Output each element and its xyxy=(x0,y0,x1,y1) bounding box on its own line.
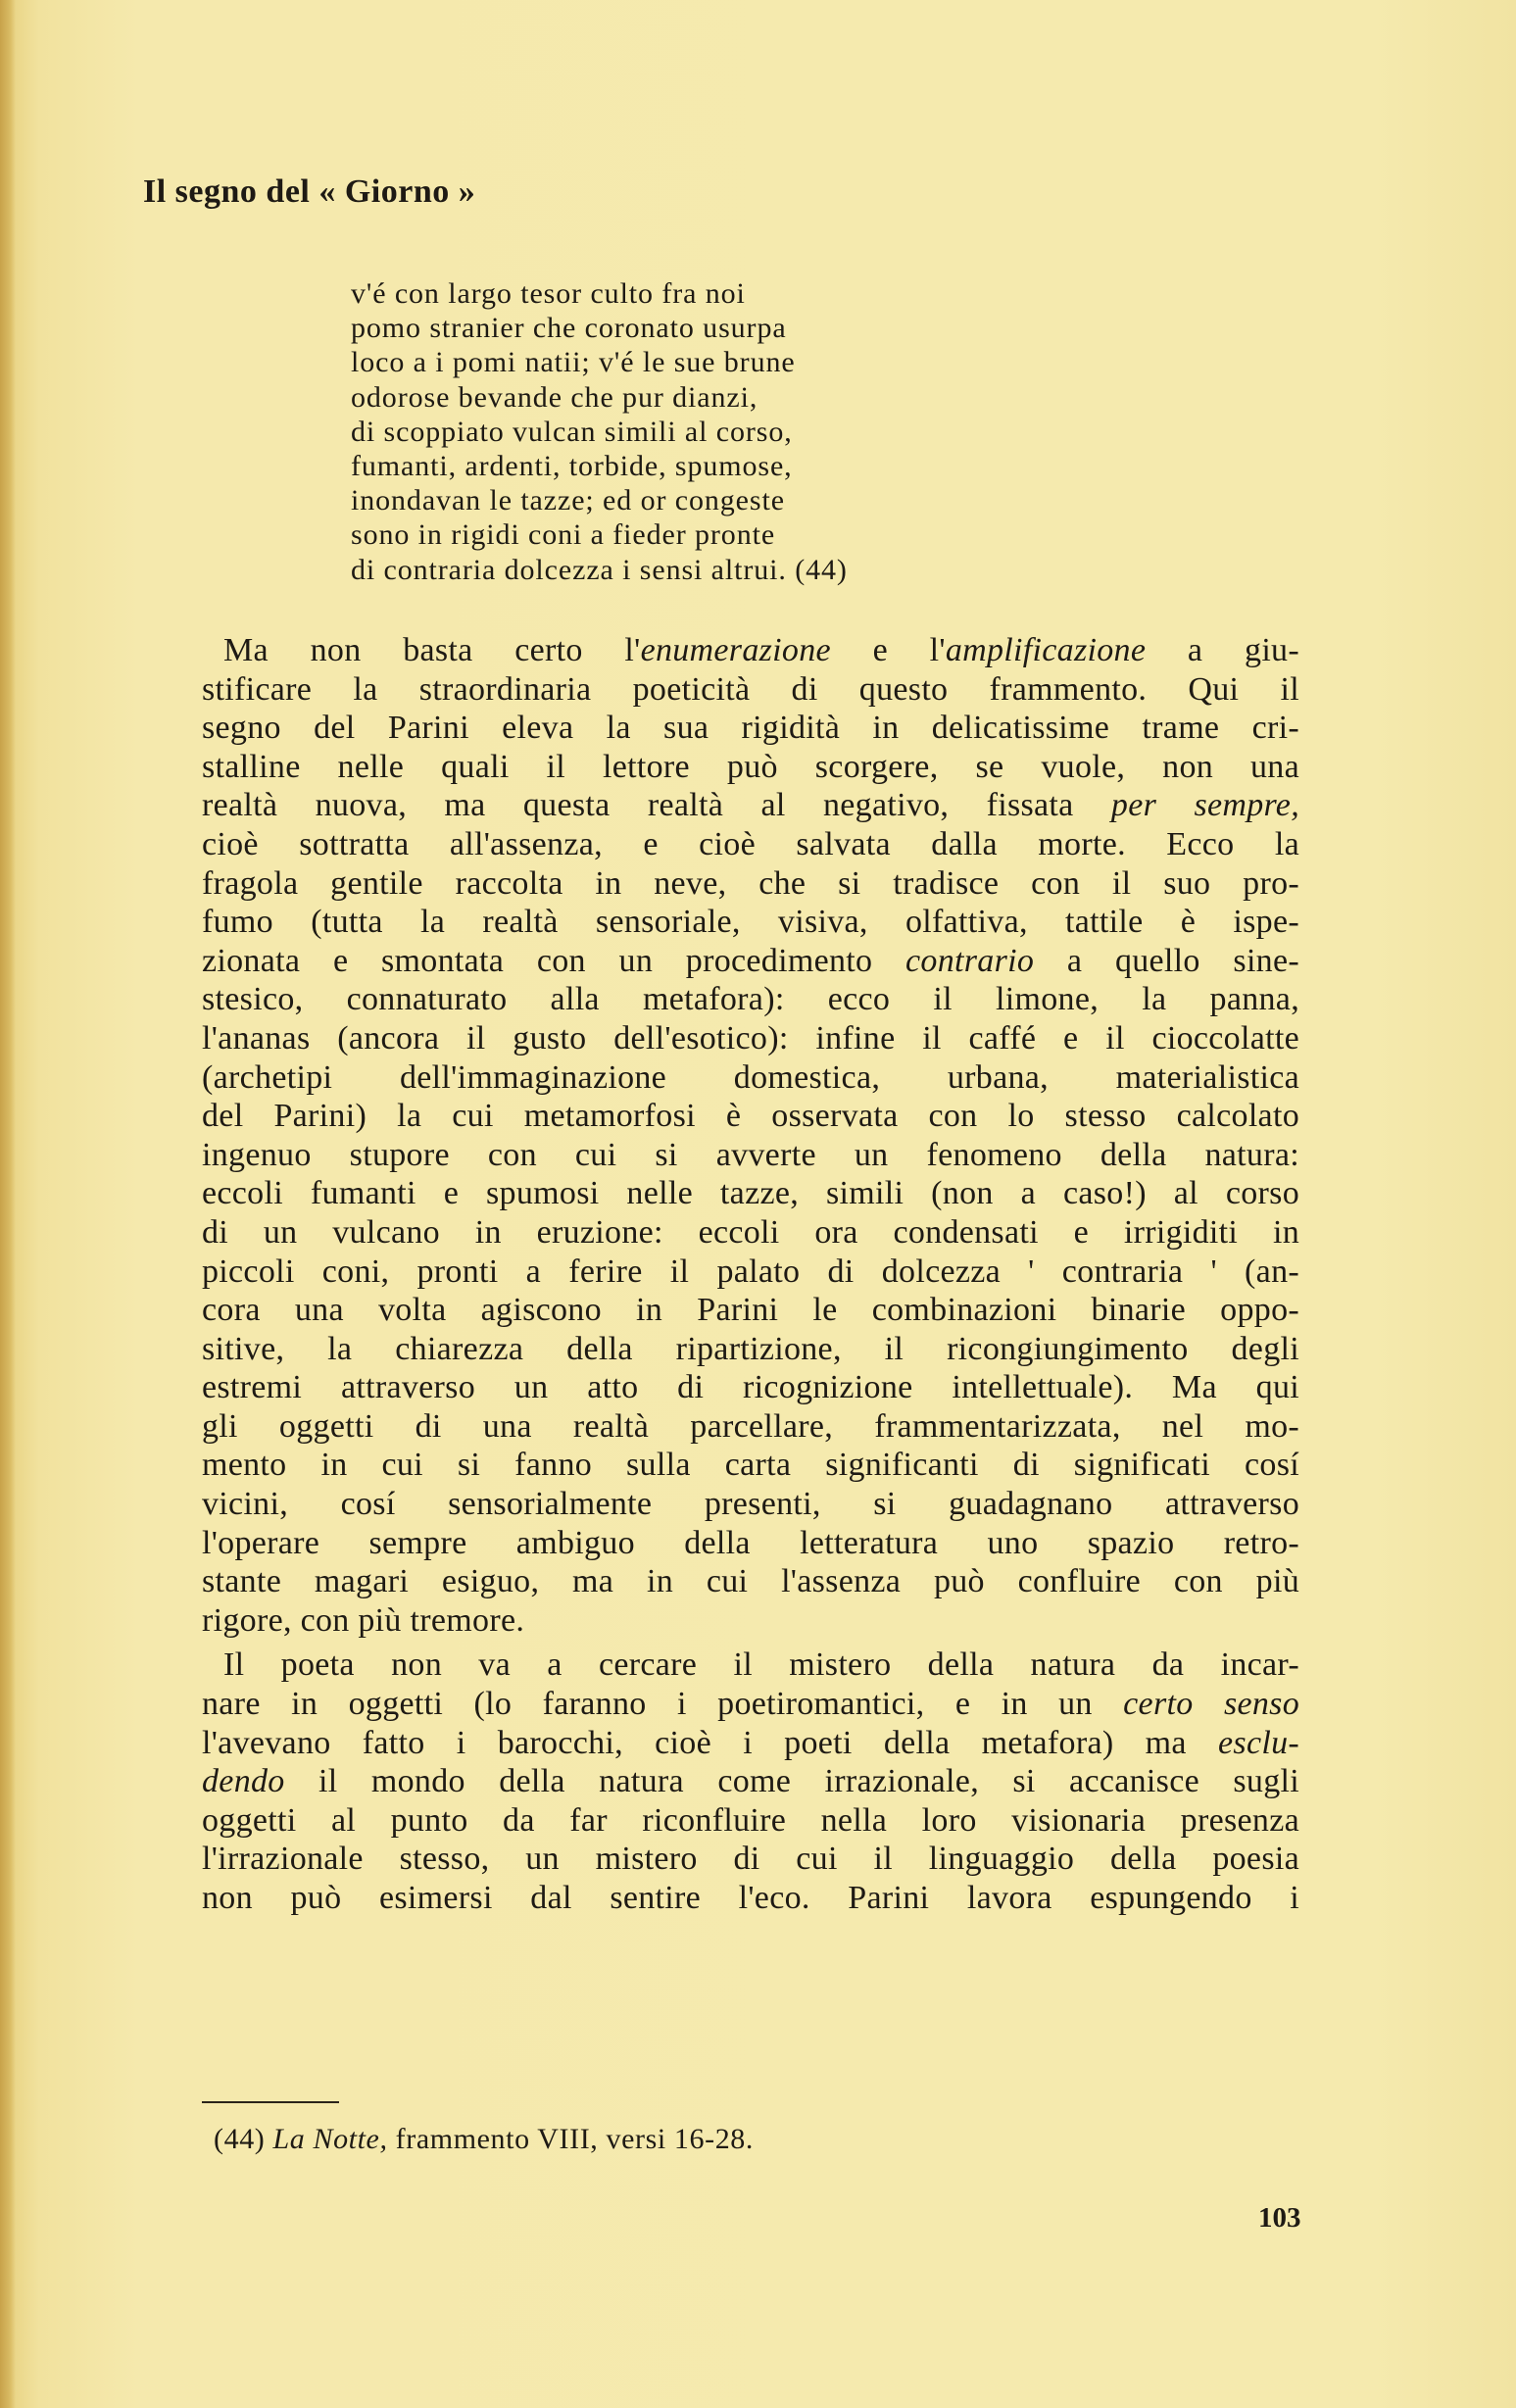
paragraph-1-line: di un vulcano in eruzione: eccoli ora condensati e irrigiditi in xyxy=(202,1213,1299,1251)
paragraph-1-line: cora una volta agiscono in Parini le combinazioni binarie oppo- xyxy=(202,1292,1299,1329)
footnote-marker: (44) xyxy=(214,2123,273,2155)
paragraph-2-line: oggetti al punto da far riconfluire nella loro visionaria presenza xyxy=(202,1801,1299,1839)
paragraph-1-line: l'operare sempre ambiguo della letteratura uno spazio retro- xyxy=(202,1524,1299,1561)
paragraph-2-line: nare in oggetti (lo faranno i poetiromantici, e in un certo senso xyxy=(202,1686,1299,1723)
paragraph-1-line: zionata e smontata con un procedimento contrario a quello sine- xyxy=(202,942,1299,979)
footnote-text: frammento VIII, versi 16-28. xyxy=(387,2123,754,2155)
paragraph-1-line: piccoli coni, pronti a ferire il palato di dolcezza ' contraria ' (an- xyxy=(202,1253,1299,1290)
paragraph-1-line: mento in cui si fanno sulla carta significanti di significati cosí xyxy=(202,1447,1299,1484)
paragraph-1-line: fragola gentile raccolta in neve, che si tradisce con il suo pro- xyxy=(202,864,1299,902)
paragraph-2-line: l'irrazionale stesso, un mistero di cui il linguaggio della poesia xyxy=(202,1841,1299,1878)
verse-line: di contraria dolcezza i sensi altrui. (44) xyxy=(351,553,848,586)
paragraph-1-line: ingenuo stupore con cui si avverte un fenomeno della natura: xyxy=(202,1136,1299,1173)
italic-term: per sempre, xyxy=(1110,787,1299,824)
verse-line: loco a i pomi natii; v'é le sue brune xyxy=(351,346,796,379)
paragraph-1-line: gli oggetti di una realtà parcellare, frammentarizzata, nel mo- xyxy=(202,1407,1299,1445)
verse-line: inondavan le tazze; ed or congeste xyxy=(351,484,785,517)
running-head-title: Il segno del « Giorno » xyxy=(143,173,476,210)
italic-term: dendo xyxy=(202,1763,285,1800)
paragraph-1-line: del Parini) la cui metamorfosi è osservata con lo stesso calcolato xyxy=(202,1098,1299,1135)
paragraph-2-line: non può esimersi dal sentire l'eco. Parini lavora espungendo i xyxy=(202,1880,1299,1916)
paragraph-1-line: vicini, cosí sensorialmente presenti, si guadagnano attraverso xyxy=(202,1486,1299,1523)
paragraph-2-line: dendo il mondo della natura come irrazionale, si accanisce sugli xyxy=(202,1763,1299,1800)
paragraph-1-line: sitive, la chiarezza della ripartizione, il ricongiungimento degli xyxy=(202,1330,1299,1367)
paragraph-1-line: l'ananas (ancora il gusto dell'esotico): infine il caffé e il cioccolatte xyxy=(202,1019,1299,1057)
italic-term: certo senso xyxy=(1123,1686,1299,1723)
paragraph-1-line: (archetipi dell'immaginazione domestica, urbana, materialistica xyxy=(202,1058,1299,1096)
footnote-divider xyxy=(202,2101,339,2103)
paragraph-1-line: stante magari esiguo, ma in cui l'assenza può confluire con più xyxy=(202,1563,1299,1600)
paragraph-1-line: stificare la straordinaria poeticità di questo frammento. Qui il xyxy=(202,670,1299,708)
paragraph-1-line: rigore, con più tremore. xyxy=(202,1601,525,1639)
paragraph-1-line: Ma non basta certo l'enumerazione e l'amplificazione a giu- xyxy=(223,632,1299,668)
page-number: 103 xyxy=(1258,2202,1301,2234)
italic-term: esclu- xyxy=(1218,1724,1299,1761)
verse-line: fumanti, ardenti, torbide, spumose, xyxy=(351,449,793,482)
page-spine-shadow xyxy=(0,0,16,2408)
verse-quotation xyxy=(351,276,848,587)
footnote xyxy=(214,2122,754,2157)
paragraph-1-line: eccoli fumanti e spumosi nelle tazze, simili (non a caso!) al corso xyxy=(202,1175,1299,1212)
italic-term: contrario xyxy=(905,942,1035,979)
paragraph-1-line: realtà nuova, ma questa realtà al negativo, fissata per sempre, xyxy=(202,787,1299,824)
italic-term: enumerazione xyxy=(640,632,831,668)
verse-line: sono in rigidi coni a fieder pronte xyxy=(351,518,776,552)
paragraph-2-line: l'avevano fatto i barocchi, cioè i poeti della metafora) ma esclu- xyxy=(202,1724,1299,1761)
italic-term: amplificazione xyxy=(945,632,1147,668)
verse-line: pomo stranier che coronato usurpa xyxy=(351,312,787,345)
paragraph-2-line: Il poeta non va a cercare il mistero della natura da incar- xyxy=(223,1646,1299,1684)
paragraph-1-line: stesico, connaturato alla metafora): ecco il limone, la panna, xyxy=(202,981,1299,1018)
verse-line: v'é con largo tesor culto fra noi xyxy=(351,277,746,310)
paragraph-1-line: fumo (tutta la realtà sensoriale, visiva, olfattiva, tattile è ispe- xyxy=(202,904,1299,941)
verse-line: di scoppiato vulcan simili al corso, xyxy=(351,415,793,448)
verse-line: odorose bevande che pur dianzi, xyxy=(351,380,758,414)
body-text xyxy=(202,631,1299,1918)
footnote-title: La Notte, xyxy=(272,2123,388,2155)
paragraph-1-line: estremi attraverso un atto di ricognizione intellettuale). Ma qui xyxy=(202,1369,1299,1406)
paragraph-1-line: stalline nelle quali il lettore può scorgere, se vuole, non una xyxy=(202,748,1299,785)
paragraph-1-line: cioè sottratta all'assenza, e cioè salvata dalla morte. Ecco la xyxy=(202,825,1299,862)
paragraph-1-line: segno del Parini eleva la sua rigidità in delicatissime trame cri- xyxy=(202,710,1299,747)
